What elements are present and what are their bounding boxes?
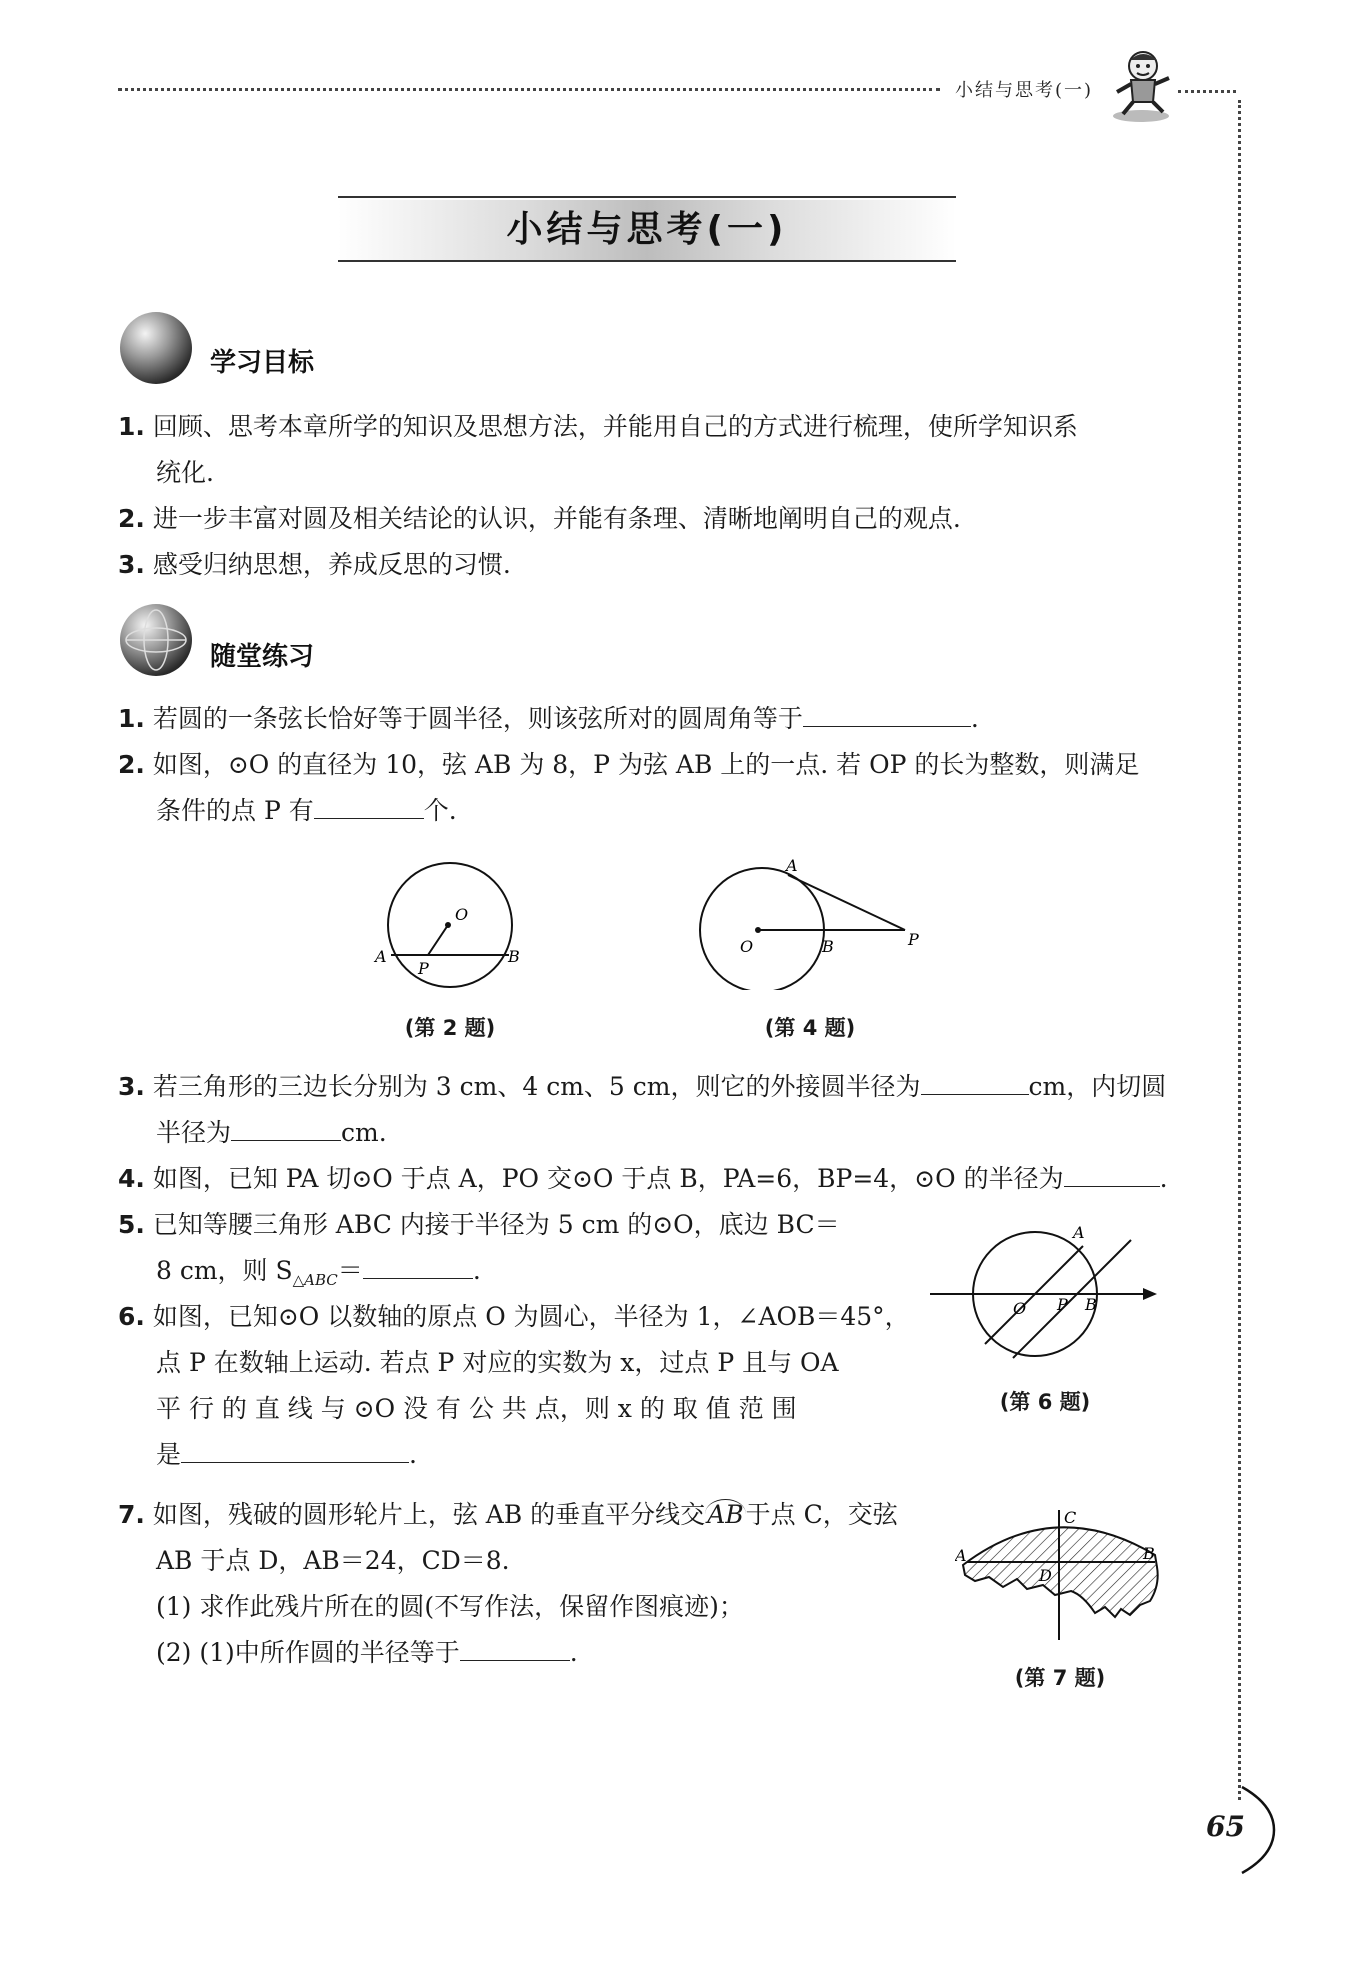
answer-blank-q1[interactable] <box>803 702 971 727</box>
fig4-label-b: B <box>822 937 834 956</box>
figure-4-caption: (第 4 题) <box>764 1016 856 1040</box>
fig4-label-p: P <box>908 930 919 949</box>
objectives-heading: 学习目标 <box>210 348 315 378</box>
practice-heading: 随堂练习 <box>210 642 315 672</box>
fig7-label-d: D <box>1039 1566 1052 1585</box>
fig2-label-o: O <box>455 905 469 924</box>
fig4-center-dot <box>755 927 761 933</box>
title-band <box>338 200 956 260</box>
arc-ab-label: AB <box>707 1500 744 1529</box>
objective-1: 1. 回顾、思考本章所学的知识及思想方法，并能用自己的方式进行梳理，使所学知识系 <box>118 412 1078 441</box>
figure-7-caption: (第 7 题) <box>1014 1666 1106 1690</box>
question-7-line-2: AB 于点 D，AB＝24，CD＝8. <box>156 1546 510 1575</box>
answer-blank-q3b[interactable] <box>231 1116 341 1141</box>
globe-icon <box>120 604 192 676</box>
fig4-tangent-pa <box>788 875 905 930</box>
fig6-label-o: O <box>1013 1299 1027 1318</box>
running-header-title: 小结与思考(一) <box>955 80 1094 101</box>
question-6: 6. 如图，已知⊙O 以数轴的原点 O 为圆心，半径为 1，∠AOB＝45°， <box>118 1302 910 1331</box>
question-5-cont: 8 cm，则 $S_{\triangle ABC}=$ . <box>156 1256 481 1289</box>
question-6-line-3: 平 行 的 直 线 与 ⊙O 没 有 公 共 点，则 x 的 取 值 范 围 <box>156 1394 797 1423</box>
sphere-icon <box>120 312 192 384</box>
fig7-broken-wheel-piece <box>963 1527 1158 1617</box>
answer-blank-q4[interactable] <box>1064 1162 1160 1187</box>
question-5: 5. 已知等腰三角形 ABC 内接于半径为 5 cm 的⊙O，底边 BC＝ <box>118 1210 840 1239</box>
fig7-label-a: A <box>955 1546 967 1565</box>
answer-blank-q2[interactable] <box>314 794 424 819</box>
header-dotted-rule-right <box>1178 90 1236 93</box>
title-rule-top <box>338 196 956 198</box>
fig6-label-p: P <box>1057 1295 1068 1314</box>
objective-1-cont: 统化. <box>156 458 214 487</box>
header-dotted-rule <box>118 88 940 91</box>
question-7-sub-2: (2) (1)中所作圆的半径等于 . <box>156 1638 578 1667</box>
answer-blank-q7[interactable] <box>460 1636 570 1661</box>
fig6-label-b: B <box>1085 1295 1097 1314</box>
figure-6-caption: (第 6 题) <box>999 1390 1091 1414</box>
question-6-line-2: 点 P 在数轴上运动. 若点 P 对应的实数为 x，过点 P 且与 OA <box>156 1348 839 1377</box>
objective-2: 2. 进一步丰富对圆及相关结论的认识，并能有条理、清晰地阐明自己的观点. <box>118 504 961 533</box>
answer-blank-q5[interactable] <box>363 1254 473 1279</box>
question-2: 2. 如图，⊙O 的直径为 10，弦 AB 为 8，P 为弦 AB 上的一点. 若 OP 的长为整数，则满足 <box>118 750 1140 779</box>
objective-3: 3. 感受归纳思想，养成反思的习惯. <box>118 550 511 579</box>
fig2-label-a: A <box>375 947 387 966</box>
figure-4-diagram <box>690 855 930 990</box>
answer-blank-q3a[interactable] <box>921 1070 1029 1095</box>
question-2-cont: 条件的点 P 有 个. <box>156 796 457 825</box>
page-title: 小结与思考(一) <box>506 209 788 250</box>
question-1: 1. 若圆的一条弦长恰好等于圆半径，则该弦所对的圆周角等于 . <box>118 704 979 733</box>
fig2-label-b: B <box>508 947 520 966</box>
question-7: 7. 如图，残破的圆形轮片上，弦 AB 的垂直平分线交AB于点 C，交弦 <box>118 1500 898 1529</box>
page-number-bracket <box>1240 1785 1280 1875</box>
figure-6-diagram <box>925 1222 1160 1367</box>
fig2-label-p: P <box>418 959 429 978</box>
question-7-sub-1: (1) 求作此残片所在的圆(不写作法，保留作图痕迹)； <box>156 1592 744 1621</box>
fig6-label-a: A <box>1073 1223 1085 1242</box>
fig7-label-c: C <box>1064 1508 1077 1527</box>
question-3-cont: 半径为 cm. <box>156 1118 387 1147</box>
fig2-segment-op <box>428 925 448 955</box>
question-3: 3. 若三角形的三边长分别为 3 cm、4 cm、5 cm，则它的外接圆半径为 cm，内切圆 <box>118 1072 1167 1101</box>
globe-lines-icon <box>120 604 192 676</box>
question-4: 4. 如图，已知 PA 切⊙O 于点 A，PO 交⊙O 于点 B，PA=6，BP=4，⊙O 的半径为 . <box>118 1164 1168 1193</box>
question-6-line-4: 是 . <box>156 1440 417 1469</box>
fig6-axis-arrow <box>1143 1288 1157 1300</box>
right-margin-dotted-rule <box>1238 100 1241 1800</box>
figure-2-diagram <box>370 860 530 990</box>
cartoon-boy-icon <box>1105 48 1179 124</box>
title-rule-bottom <box>338 260 956 262</box>
fig4-label-o: O <box>740 937 754 956</box>
fig7-label-b: B <box>1143 1544 1155 1563</box>
figure-2-caption: (第 2 题) <box>404 1016 496 1040</box>
fig2-center-dot <box>445 922 451 928</box>
answer-blank-q6[interactable] <box>181 1438 409 1463</box>
page-number: 65 <box>1206 1810 1245 1843</box>
fig4-label-a: A <box>786 856 798 875</box>
figure-7-diagram <box>955 1505 1165 1645</box>
